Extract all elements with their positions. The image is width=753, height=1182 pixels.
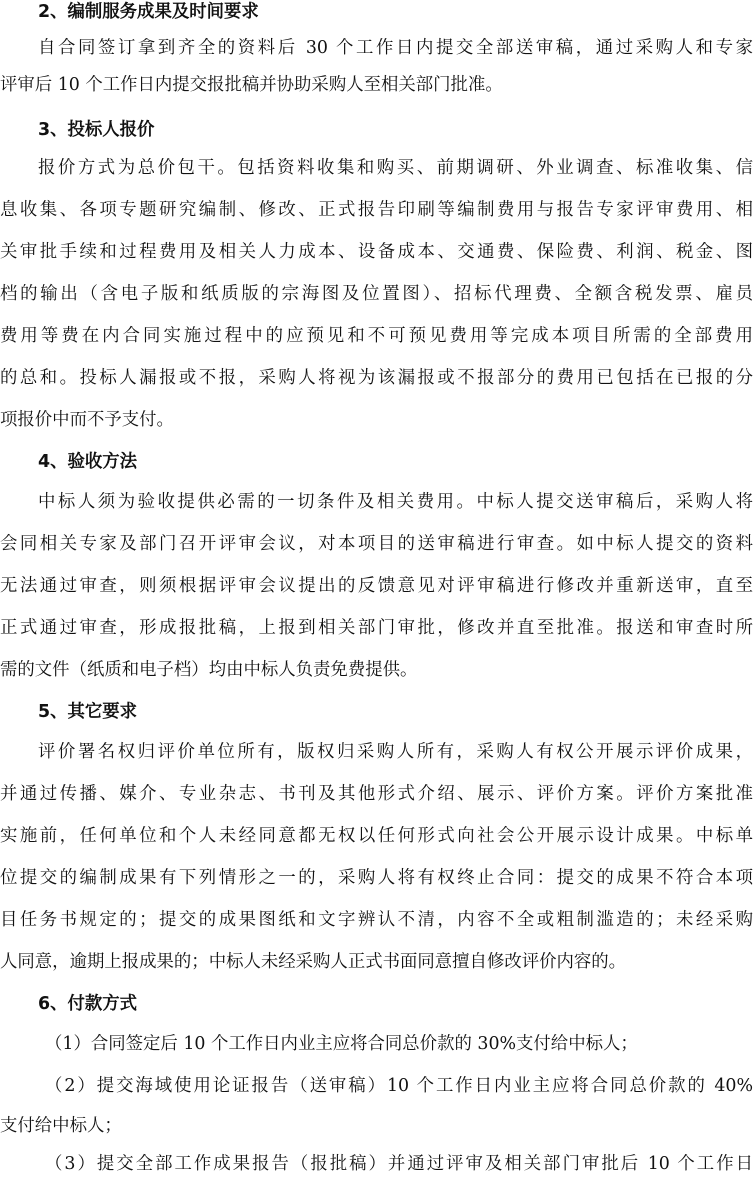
section-heading-5: 5、其它要求 xyxy=(38,702,138,722)
paragraph-line: 会同相关专家及部门召开评审会议，对本项目的送审稿进行审查。如中标人提交的资料 xyxy=(0,534,753,554)
paragraph-line: 评价署名权归评价单位所有，版权归采购人所有，采购人有权公开展示评价成果， xyxy=(38,742,753,762)
section-heading-4: 4、验收方法 xyxy=(38,452,138,472)
section-heading-3: 3、投标人报价 xyxy=(38,120,155,140)
paragraph-line: 人同意，逾期上报成果的；中标人未经采购人正式书面同意擅自修改评价内容的。 xyxy=(0,952,627,972)
paragraph-line: 报价方式为总价包干。包括资料收集和购买、前期调研、外业调查、标准收集、信 xyxy=(38,158,753,178)
paragraph-line: 实施前，任何单位和个人未经同意都无权以任何形式向社会公开展示设计成果。中标单 xyxy=(0,826,753,846)
paragraph-line: （1）合同签定后 10 个工作日内业主应将合同总价款的 30%支付给中标人； xyxy=(45,1034,638,1054)
paragraph-line: 需的文件（纸质和电子档）均由中标人负责免费提供。 xyxy=(0,660,418,680)
paragraph-line: 费用等费在内合同实施过程中的应预见和不可预见费用等完成本项目所需的全部费用 xyxy=(0,326,753,346)
paragraph-line: 目任务书规定的；提交的成果图纸和文字辨认不清，内容不全或粗制滥造的；未经采购 xyxy=(0,910,753,930)
paragraph-line: 无法通过审查，则须根据评审会议提出的反馈意见对评审稿进行修改并重新送审，直至 xyxy=(0,576,753,596)
paragraph-line: 息收集、各项专题研究编制、修改、正式报告印刷等编制费用与报告专家评审费用、相 xyxy=(0,200,753,220)
paragraph-line: 的总和。投标人漏报或不报，采购人将视为该漏报或不报部分的费用已包括在已报的分 xyxy=(0,368,753,388)
paragraph-line: 档的输出（含电子版和纸质版的宗海图及位置图）、招标代理费、全额含税发票、雇员 xyxy=(0,284,753,304)
paragraph-line: 位提交的编制成果有下列情形之一的，采购人将有权终止合同：提交的成果不符合本项 xyxy=(0,868,753,888)
section-heading-2: 2、编制服务成果及时间要求 xyxy=(38,2,259,22)
paragraph-line: （2）提交海域使用论证报告（送审稿）10 个工作日内业主应将合同总价款的 40% xyxy=(45,1076,753,1096)
paragraph-line: （3）提交全部工作成果报告（报批稿）并通过评审及相关部门审批后 10 个工作日 xyxy=(45,1154,753,1174)
paragraph-line: 项报价中而不予支付。 xyxy=(0,410,174,430)
paragraph-line: 中标人须为验收提供必需的一切条件及相关费用。中标人提交送审稿后，采购人将 xyxy=(38,492,753,512)
paragraph-line: 自合同签订拿到齐全的资料后 30 个工作日内提交全部送审稿，通过采购人和专家 xyxy=(38,38,753,58)
paragraph-line: 关审批手续和过程费用及相关人力成本、设备成本、交通费、保险费、利润、税金、图 xyxy=(0,242,753,262)
paragraph-line: 评审后 10 个工作日内提交报批稿并协助采购人至相关部门批准。 xyxy=(0,75,503,95)
paragraph-line: 并通过传播、媒介、专业杂志、书刊及其他形式介绍、展示、评价方案。评价方案批准 xyxy=(0,784,753,804)
paragraph-line: 正式通过审查，形成报批稿，上报到相关部门审批，修改并直至批准。报送和审查时所 xyxy=(0,618,753,638)
section-heading-6: 6、付款方式 xyxy=(38,994,138,1014)
paragraph-line: 支付给中标人； xyxy=(0,1116,122,1136)
